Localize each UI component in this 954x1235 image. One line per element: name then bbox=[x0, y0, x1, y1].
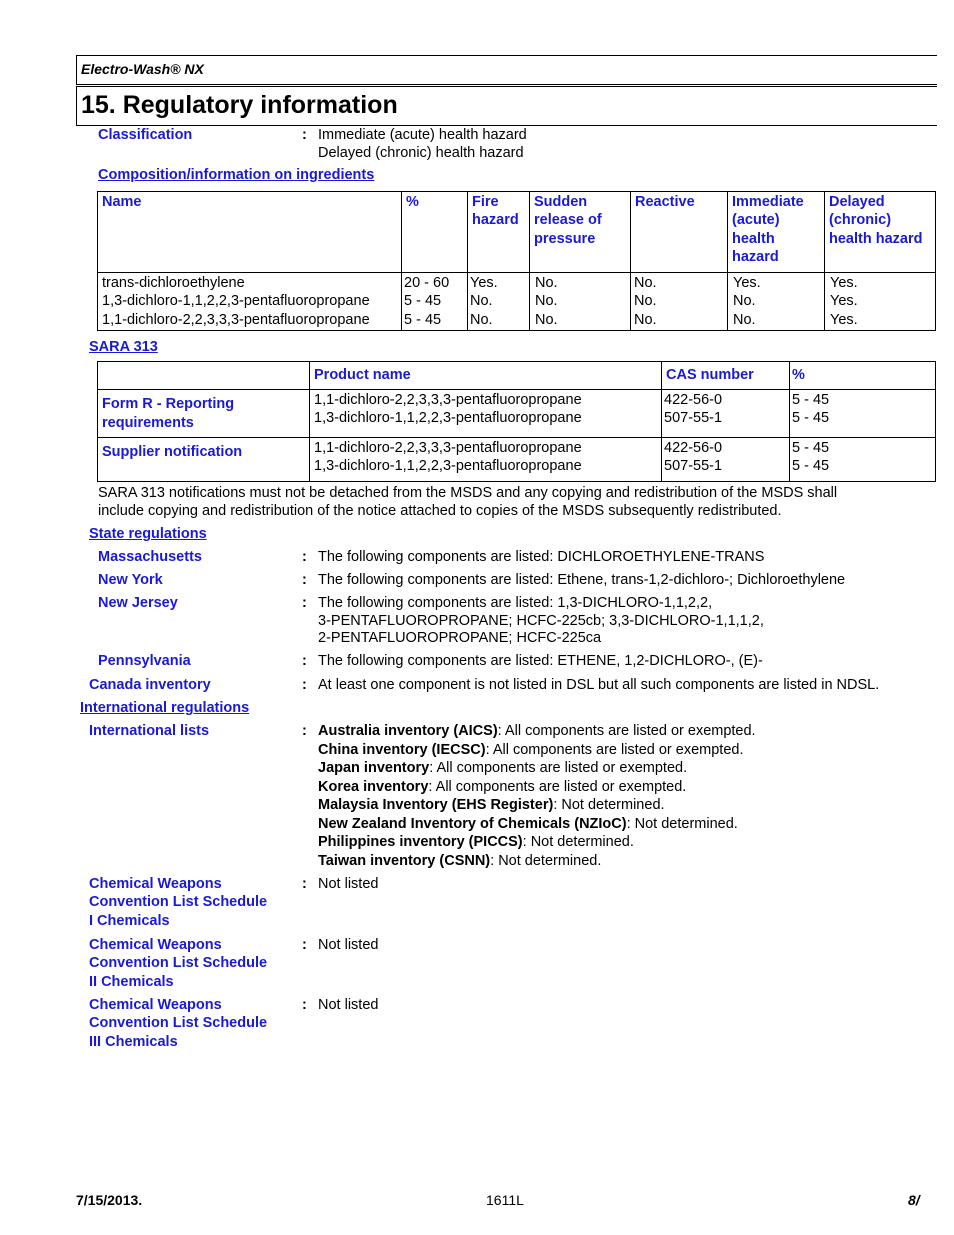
inventory-status: : Not determined. bbox=[553, 797, 665, 813]
international-regulations-link[interactable]: International regulations bbox=[80, 700, 250, 716]
inventory-status: : All components are listed or exempted. bbox=[428, 778, 687, 795]
product-name-cell bbox=[310, 390, 662, 438]
classification-line-2: Delayed (chronic) health hazard bbox=[318, 145, 524, 161]
inventory-name: Korea inventory bbox=[318, 778, 429, 795]
massachusetts-label: Massachusetts bbox=[98, 549, 202, 565]
inventory-item bbox=[318, 722, 756, 741]
sudden-value: No. bbox=[535, 293, 558, 310]
cwc-label-line: Chemical Weapons bbox=[89, 937, 222, 953]
header-immediate-hazard: Immediate (acute) health hazard bbox=[728, 192, 825, 273]
composition-link[interactable]: Composition/information on ingredients bbox=[98, 167, 375, 183]
percent-cell bbox=[790, 390, 936, 438]
product-name: 1,1-dichloro-2,2,3,3,3-pentafluoropropane bbox=[314, 392, 582, 408]
inventory-status: : All components are listed or exempted. bbox=[429, 760, 688, 776]
percent-cell bbox=[790, 438, 936, 482]
immediate-cell bbox=[728, 273, 825, 331]
header-cas-number: CAS number bbox=[662, 362, 790, 390]
cwc-schedule-3-value: Not listed bbox=[318, 997, 379, 1013]
product-name-cell bbox=[310, 438, 662, 482]
header-sudden-release: Sudden release of pressure bbox=[530, 192, 631, 273]
cwc-label-line: Chemical Weapons bbox=[89, 876, 222, 892]
delayed-value: Yes. bbox=[830, 293, 858, 310]
percent-cell bbox=[402, 273, 468, 331]
delayed-cell bbox=[825, 273, 936, 331]
cwc-schedule-1-label bbox=[89, 875, 267, 930]
inventory-name: Japan inventory bbox=[318, 760, 430, 776]
sudden-cell bbox=[530, 273, 631, 331]
product-name: 1,3-dichloro-1,1,2,2,3-pentafluoropropane bbox=[314, 458, 582, 475]
inventory-item bbox=[318, 796, 756, 815]
cas-cell bbox=[662, 438, 790, 482]
canada-inventory-value: At least one component is not listed in DSL but all such components are listed in NDSL. bbox=[318, 677, 880, 693]
table-header-row bbox=[98, 192, 936, 273]
sara313-note-line-2: include copying and redistribution of the notice attached to copies of the MSDS subsequently redistributed. bbox=[98, 503, 782, 519]
document-header bbox=[76, 55, 937, 85]
colon: : bbox=[302, 572, 307, 588]
composition-table bbox=[97, 191, 936, 331]
delayed-value: Yes. bbox=[830, 275, 858, 291]
fire-value: No. bbox=[470, 293, 493, 310]
fire-value: No. bbox=[470, 311, 493, 328]
inventory-name: Taiwan inventory (CSNN) bbox=[318, 852, 491, 869]
new-jersey-line-2: 3-PENTAFLUOROPROPANE; HCFC-225cb; 3,3-DICHLORO-1,1,1,2, bbox=[318, 613, 764, 629]
ingredient-name: 1,1-dichloro-2,2,3,3,3-pentafluoropropane bbox=[102, 311, 370, 328]
table-header-row bbox=[98, 362, 936, 390]
immediate-value: Yes. bbox=[733, 275, 761, 291]
table-row bbox=[98, 438, 936, 482]
name-cell bbox=[98, 273, 402, 331]
cwc-label-line: II Chemicals bbox=[89, 973, 174, 990]
header-empty bbox=[98, 362, 310, 390]
inventory-status: : Not determined. bbox=[490, 852, 602, 869]
cwc-schedule-3-label bbox=[89, 996, 267, 1051]
international-lists bbox=[318, 722, 756, 870]
header-fire-hazard: Fire hazard bbox=[468, 192, 530, 273]
inventory-status: : All components are listed or exempted. bbox=[497, 723, 756, 739]
sara313-table bbox=[97, 361, 936, 482]
inventory-name: Australia inventory (AICS) bbox=[318, 723, 498, 739]
inventory-name: Malaysia Inventory (EHS Register) bbox=[318, 797, 554, 813]
colon: : bbox=[302, 653, 307, 669]
fire-cell bbox=[468, 273, 530, 331]
section-heading-box bbox=[76, 86, 937, 126]
percent-value: 5 - 45 bbox=[792, 410, 830, 427]
international-lists-label: International lists bbox=[89, 723, 210, 739]
inventory-item bbox=[318, 833, 756, 852]
inventory-item bbox=[318, 815, 756, 834]
header-delayed-hazard: Delayed (chronic) health hazard bbox=[825, 192, 936, 273]
product-name: Electro-Wash® NX bbox=[81, 61, 204, 77]
percent-value: 5 - 45 bbox=[792, 440, 830, 456]
canada-inventory-label: Canada inventory bbox=[89, 677, 211, 693]
cas-number: 422-56-0 bbox=[664, 440, 723, 456]
new-york-value: The following components are listed: Ethene, trans-1,2-dichloro-; Dichloroethylene bbox=[318, 572, 846, 588]
header-name: Name bbox=[98, 192, 402, 273]
new-jersey-label: New Jersey bbox=[98, 595, 178, 611]
state-regulations-link[interactable]: State regulations bbox=[89, 526, 207, 542]
new-jersey-line-3: 2-PENTAFLUOROPROPANE; HCFC-225ca bbox=[318, 630, 602, 646]
cwc-label-line: Convention List Schedule bbox=[89, 955, 268, 972]
reactive-value: No. bbox=[634, 293, 657, 310]
inventory-name: Philippines inventory (PICCS) bbox=[318, 834, 523, 850]
colon: : bbox=[302, 595, 307, 611]
header-reactive: Reactive bbox=[631, 192, 728, 273]
immediate-value: No. bbox=[733, 311, 756, 328]
new-york-label: New York bbox=[98, 572, 163, 588]
pennsylvania-label: Pennsylvania bbox=[98, 653, 191, 669]
cwc-label-line: III Chemicals bbox=[89, 1033, 178, 1050]
percent-value: 5 - 45 bbox=[792, 458, 830, 475]
pennsylvania-value: The following components are listed: ETHENE, 1,2-DICHLORO-, (E)- bbox=[318, 653, 763, 669]
cas-cell bbox=[662, 390, 790, 438]
footer-code: 1611L bbox=[486, 1192, 524, 1208]
table-row bbox=[98, 273, 936, 331]
header-percent: % bbox=[402, 192, 468, 273]
section-title: 15. Regulatory information bbox=[81, 91, 398, 119]
sudden-value: No. bbox=[535, 275, 558, 291]
colon: : bbox=[302, 723, 307, 739]
cas-number: 507-55-1 bbox=[664, 410, 723, 427]
inventory-name: New Zealand Inventory of Chemicals (NZIoC) bbox=[318, 815, 627, 832]
inventory-item bbox=[318, 759, 756, 778]
colon: : bbox=[302, 876, 307, 892]
inventory-status: : All components are listed or exempted. bbox=[485, 741, 744, 758]
inventory-item bbox=[318, 778, 756, 797]
cwc-label-line: I Chemicals bbox=[89, 912, 170, 929]
colon: : bbox=[302, 127, 307, 143]
footer-date: 7/15/2013. bbox=[76, 1192, 143, 1208]
header-product-name: Product name bbox=[310, 362, 662, 390]
reactive-cell bbox=[631, 273, 728, 331]
sara313-note-line-1: SARA 313 notifications must not be detached from the MSDS and any copying and redistribution of the MSDS shall bbox=[98, 485, 838, 501]
reactive-value: No. bbox=[634, 311, 657, 328]
immediate-value: No. bbox=[733, 293, 756, 310]
delayed-value: Yes. bbox=[830, 311, 858, 328]
cas-number: 507-55-1 bbox=[664, 458, 723, 475]
percent-value: 20 - 60 bbox=[404, 275, 450, 291]
percent-value: 5 - 45 bbox=[792, 392, 830, 408]
percent-value: 5 - 45 bbox=[404, 293, 442, 310]
table-row bbox=[98, 390, 936, 438]
product-name: 1,3-dichloro-1,1,2,2,3-pentafluoropropane bbox=[314, 410, 582, 427]
cwc-schedule-1-value: Not listed bbox=[318, 876, 379, 892]
cwc-schedule-2-label bbox=[89, 936, 267, 991]
colon: : bbox=[302, 549, 307, 565]
inventory-item bbox=[318, 852, 756, 871]
inventory-status: : Not determined. bbox=[522, 834, 634, 850]
inventory-item bbox=[318, 741, 756, 760]
ingredient-name: trans-dichloroethylene bbox=[102, 275, 245, 291]
sara313-link[interactable]: SARA 313 bbox=[89, 339, 158, 355]
inventory-name: China inventory (IECSC) bbox=[318, 741, 486, 758]
colon: : bbox=[302, 677, 307, 693]
form-r-label: Form R - Reporting requirements bbox=[98, 390, 310, 438]
classification-line-1: Immediate (acute) health hazard bbox=[318, 127, 527, 143]
footer-page: 8/ bbox=[908, 1192, 920, 1208]
product-name: 1,1-dichloro-2,2,3,3,3-pentafluoropropane bbox=[314, 440, 582, 456]
inventory-status: : Not determined. bbox=[626, 815, 738, 832]
reactive-value: No. bbox=[634, 275, 657, 291]
cwc-schedule-2-value: Not listed bbox=[318, 937, 379, 953]
fire-value: Yes. bbox=[470, 275, 498, 291]
cwc-label-line: Convention List Schedule bbox=[89, 894, 268, 911]
header-percent: % bbox=[790, 362, 936, 390]
cas-number: 422-56-0 bbox=[664, 392, 723, 408]
massachusetts-value: The following components are listed: DICHLOROETHYLENE-TRANS bbox=[318, 549, 765, 565]
percent-value: 5 - 45 bbox=[404, 311, 442, 328]
sudden-value: No. bbox=[535, 311, 558, 328]
colon: : bbox=[302, 997, 307, 1013]
cwc-label-line: Chemical Weapons bbox=[89, 997, 222, 1013]
cwc-label-line: Convention List Schedule bbox=[89, 1015, 268, 1032]
ingredient-name: 1,3-dichloro-1,1,2,2,3-pentafluoropropane bbox=[102, 293, 370, 310]
new-jersey-line-1: The following components are listed: 1,3-DICHLORO-1,1,2,2, bbox=[318, 595, 713, 611]
classification-label: Classification bbox=[98, 127, 193, 143]
supplier-notification-label: Supplier notification bbox=[98, 438, 310, 482]
colon: : bbox=[302, 937, 307, 953]
